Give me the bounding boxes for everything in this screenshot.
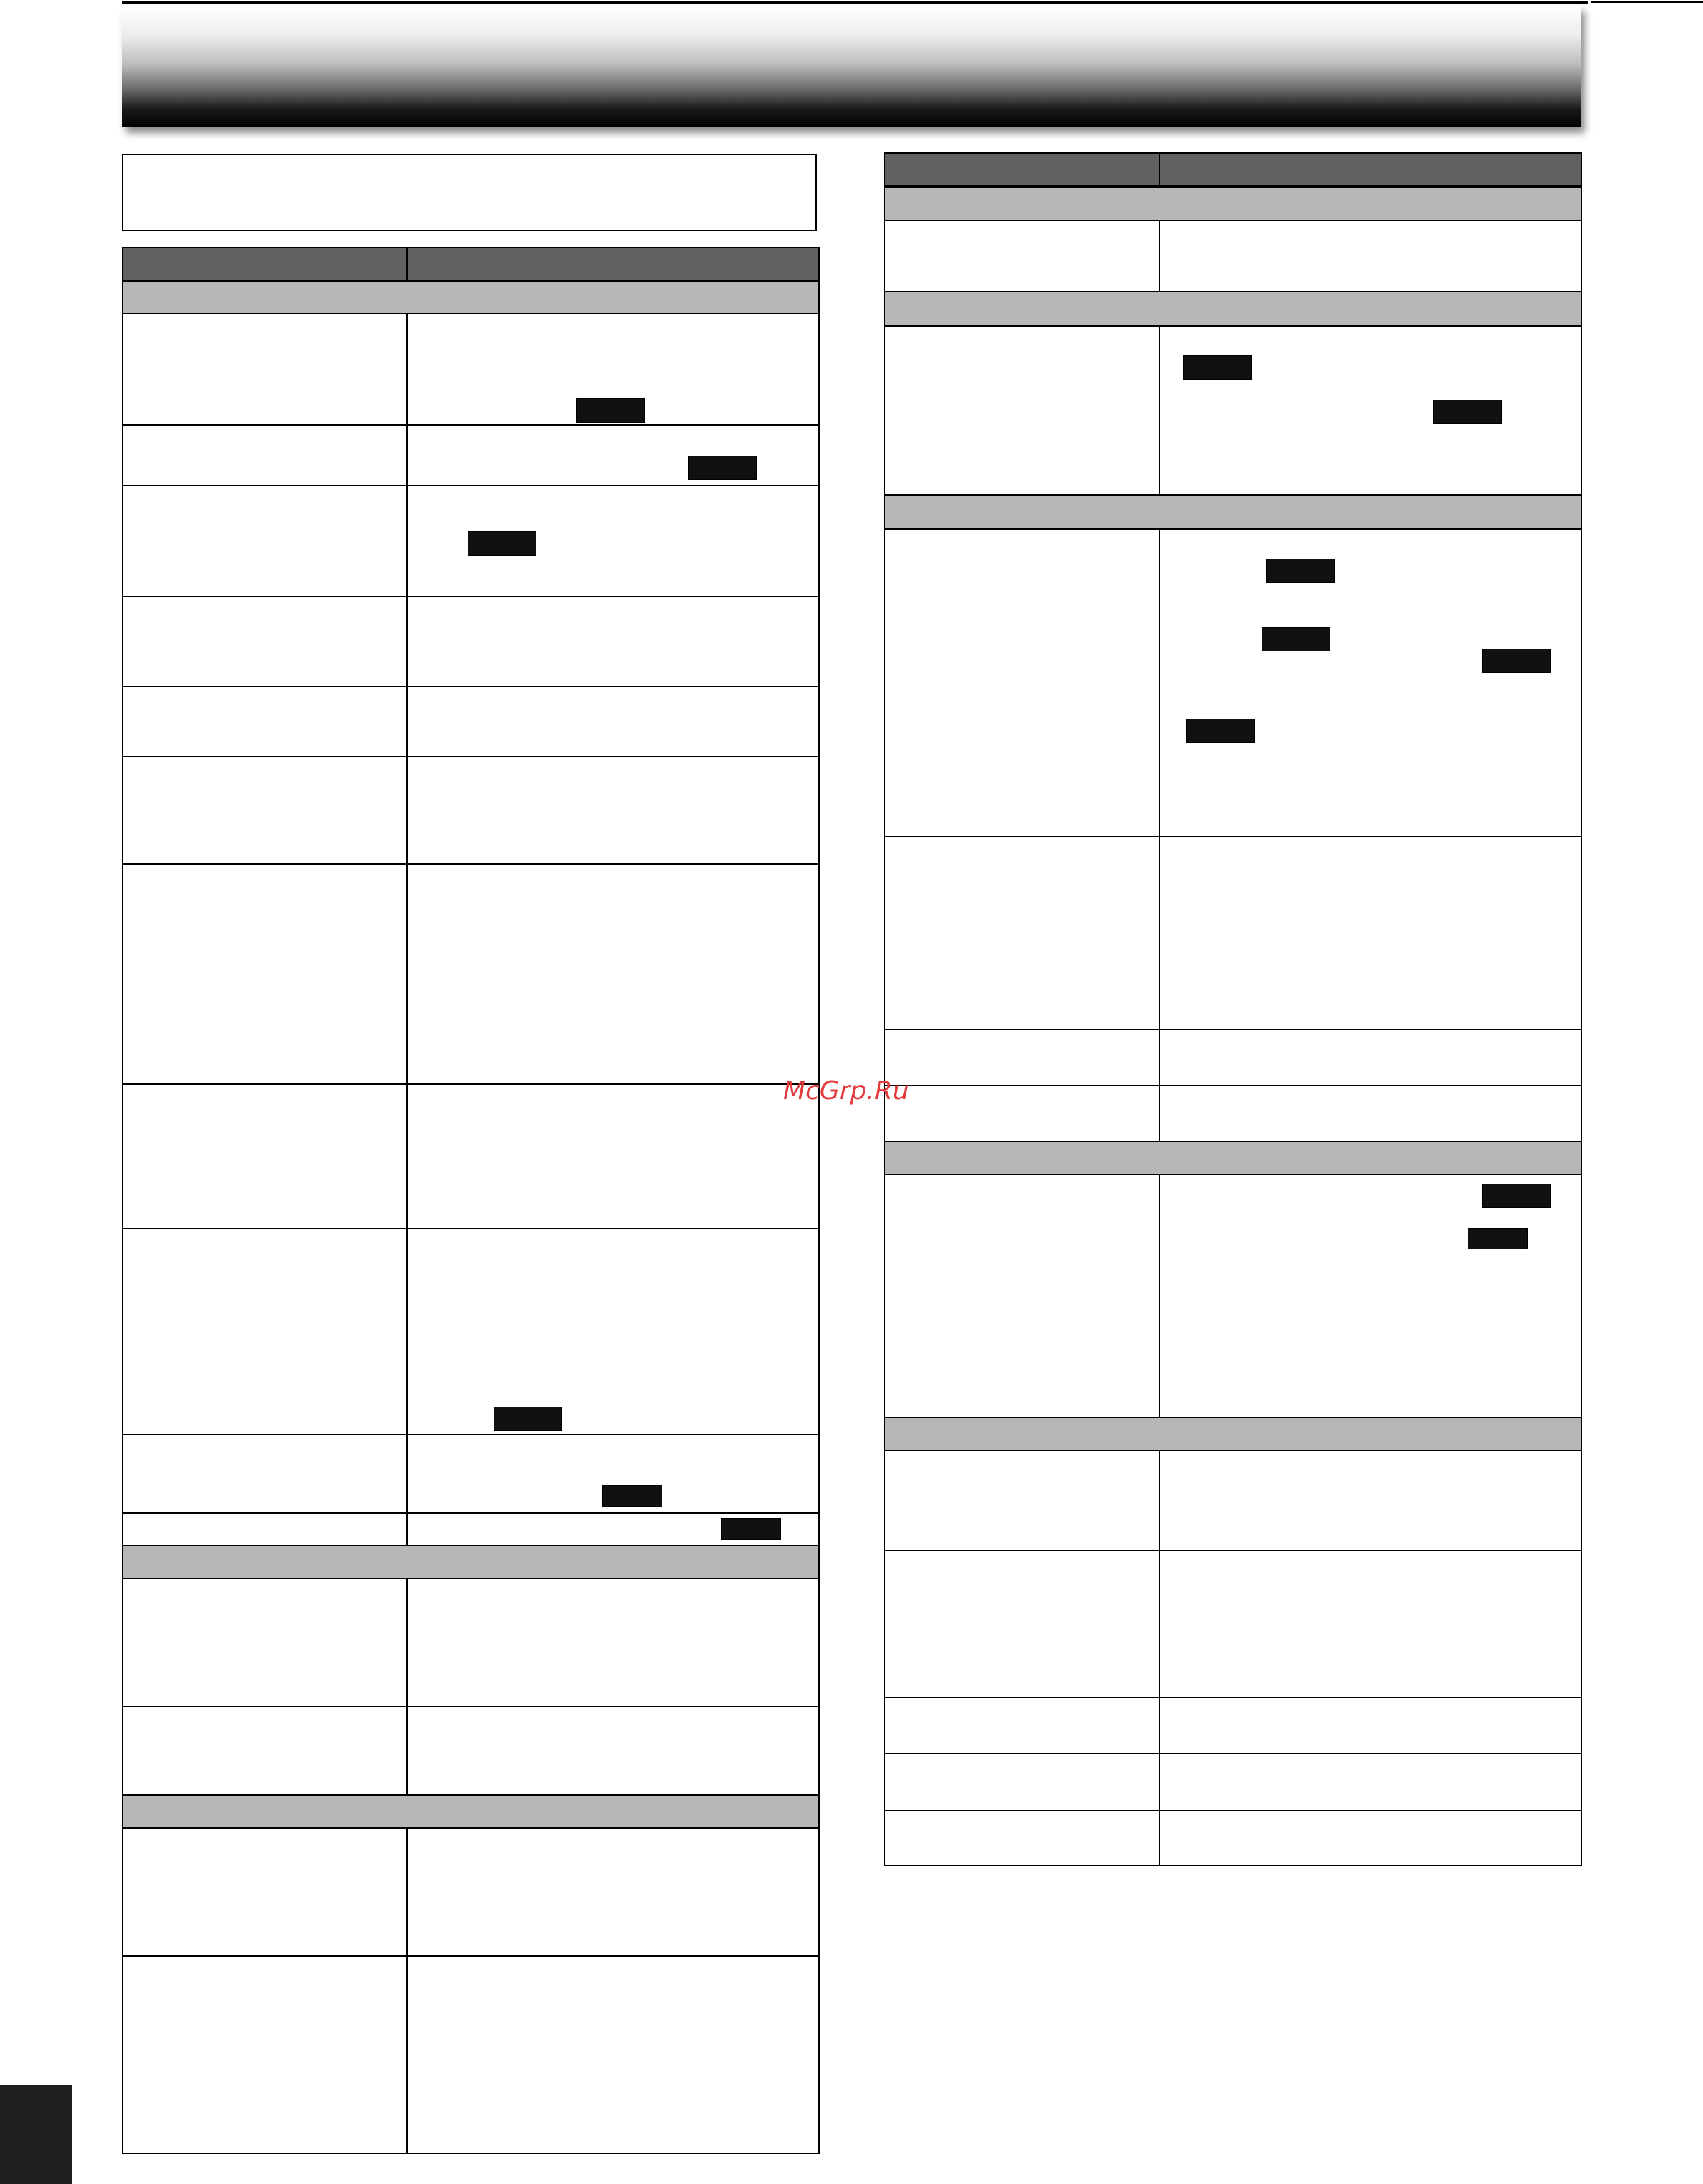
table-row	[123, 1083, 818, 1085]
section-row	[885, 494, 1581, 530]
table-row	[123, 686, 818, 687]
top-rule	[122, 1, 1588, 4]
title-banner	[122, 6, 1581, 127]
section-row	[123, 281, 818, 314]
table-row	[123, 863, 818, 865]
mode-icon	[1433, 400, 1502, 424]
watermark: McGrp.Ru	[783, 1076, 909, 1106]
mode-icon	[494, 1407, 562, 1431]
mode-icon	[1183, 355, 1252, 380]
top-rule-right	[1591, 1, 1703, 3]
table-row	[885, 1550, 1581, 1551]
mode-icon	[721, 1518, 781, 1540]
column-divider	[1159, 154, 1160, 1865]
mode-icon	[468, 531, 536, 556]
section-row	[885, 291, 1581, 327]
table-row	[123, 1512, 818, 1514]
table-row	[123, 485, 818, 486]
table-row	[885, 1753, 1581, 1754]
section-row	[885, 1141, 1581, 1175]
mode-icon	[1266, 559, 1335, 583]
table-row	[123, 1706, 818, 1707]
table-row	[885, 1810, 1581, 1811]
table-row	[123, 756, 818, 757]
mode-icon	[602, 1485, 662, 1507]
table-row	[885, 1697, 1581, 1698]
mode-icon	[688, 456, 757, 480]
mode-icon	[1482, 1184, 1551, 1208]
section-row	[123, 1794, 818, 1829]
section-row	[123, 1545, 818, 1579]
table-row	[123, 596, 818, 597]
section-row	[885, 1417, 1581, 1451]
right-table	[884, 152, 1582, 1866]
section-row	[885, 187, 1581, 221]
left-table	[122, 247, 820, 2154]
table-header	[123, 248, 818, 281]
mode-icon	[1468, 1228, 1528, 1249]
mode-icon	[1186, 719, 1255, 743]
table-row	[123, 1434, 818, 1435]
table-row	[123, 424, 818, 426]
mode-icon	[576, 398, 645, 423]
table-row	[885, 1085, 1581, 1086]
mode-icon	[1482, 649, 1551, 673]
mode-icon	[1262, 627, 1330, 651]
table-header	[885, 154, 1581, 187]
page-edge-tab	[0, 2085, 72, 2184]
note-box	[122, 154, 817, 231]
table-row	[123, 1955, 818, 1957]
column-divider	[406, 248, 408, 2153]
table-row	[885, 836, 1581, 837]
table-row	[885, 1029, 1581, 1030]
table-row	[123, 1228, 818, 1229]
